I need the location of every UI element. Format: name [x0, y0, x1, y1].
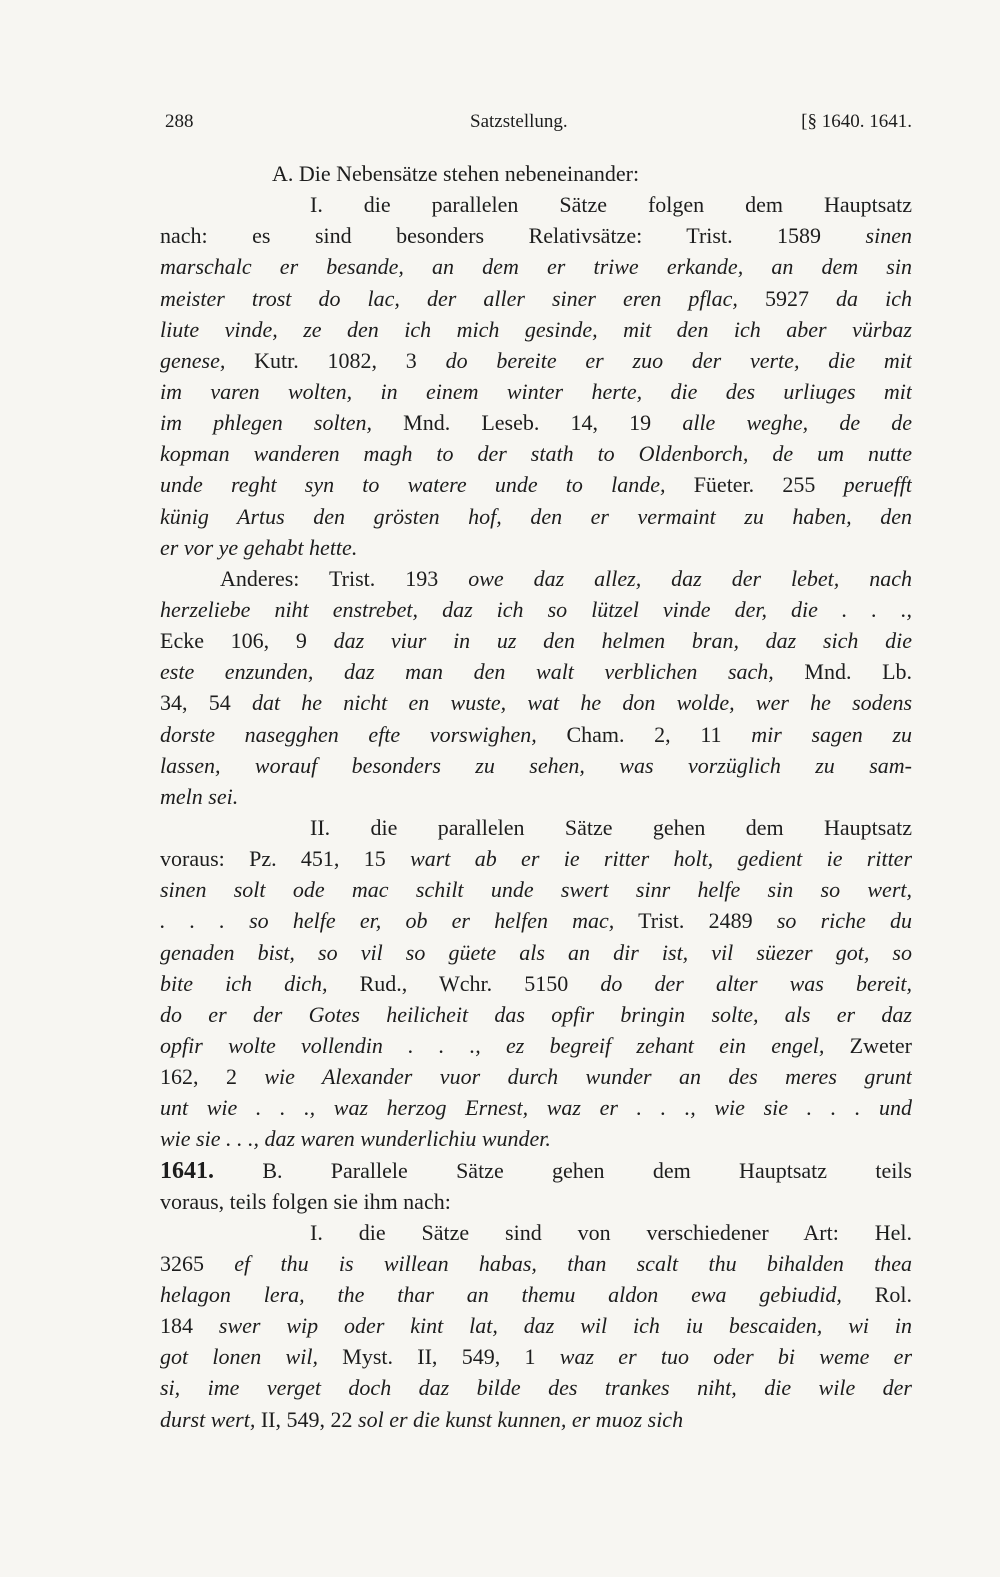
section-number: 1641. [160, 1157, 214, 1184]
quotation-text: lassen, worauf besonders zu sehen, was vorzüglich zu sam- [160, 752, 912, 778]
reference-text: Trist. 2489 [614, 908, 777, 934]
text-line [160, 687, 912, 718]
running-header [165, 111, 920, 141]
text-line [160, 625, 912, 656]
reference-text [481, 1033, 506, 1058]
running-title: Satzstellung. [470, 111, 568, 132]
text-line [160, 314, 912, 345]
quotation-text: ez begreif zehant ein engel, [506, 1032, 825, 1058]
reference-text: Zweter [824, 1032, 912, 1058]
text-line [160, 532, 912, 563]
quotation-text: er vor ye gehabt hette. [160, 534, 358, 560]
quotation-text: owe daz allez, daz der lebet, nach [468, 565, 912, 591]
quotation-text: do der alter was bereit, [600, 970, 912, 996]
quotation-text: marschalc er besande, an dem er triwe erkande, an dem sin [160, 254, 912, 280]
text-line [160, 999, 912, 1030]
reference-text: voraus, teils folgen sie ihm nach: [160, 1188, 451, 1214]
text-line [160, 1155, 912, 1186]
text-line [160, 968, 912, 999]
text-line [160, 1186, 912, 1217]
text-line [160, 874, 912, 905]
reference-text: Anderes: Trist. 193 [220, 565, 469, 591]
quotation-text: unt wie . . ., waz herzog Ernest, waz er . . ., wie sie . . . und [160, 1095, 912, 1121]
quotation-text: swer wip oder kint lat, daz wil ich iu bescaiden, wi in [218, 1313, 912, 1339]
reference-text: I. die parallelen Sätze folgen dem Hauptsatz [310, 192, 912, 218]
reference-text: Füeter. 255 [665, 472, 844, 498]
text-line [160, 719, 912, 750]
text-line [160, 469, 912, 500]
quotation-text: im phlegen solten, [160, 410, 372, 436]
quotation-text: kopman wanderen magh to der stath to Oldenborch, de um nutte [160, 441, 912, 467]
text-line [160, 594, 912, 625]
reference-text: Mnd. Leseb. 14, 19 [372, 410, 683, 436]
reference-text: 5927 [737, 285, 837, 311]
quotation-text: da ich [836, 285, 912, 311]
quotation-text: künig Artus den grösten hof, den er vermaint zu haben, den [160, 503, 912, 529]
text-line [160, 1279, 912, 1310]
text-line [160, 1404, 912, 1435]
text-line [160, 937, 912, 968]
quotation-text: este enzunden, daz man den walt verblichen sach, [160, 659, 774, 685]
text-line [160, 1310, 912, 1341]
quotation-text: dorste nasegghen efte vorswighen, [160, 721, 537, 747]
text-line [160, 563, 912, 594]
reference-text: B. Parallele Sätze gehen dem Hauptsatz teils [214, 1157, 912, 1183]
quotation-text: waz er tuo oder bi weme er [559, 1344, 912, 1370]
text-line [160, 158, 912, 189]
text-line [160, 376, 912, 407]
quotation-text: alle weghe, de de [682, 410, 912, 436]
reference-text: II. die parallelen Sätze gehen dem Hauptsatz [310, 814, 912, 840]
quotation-text: liute vinde, ze den ich mich gesinde, mit den ich aber vürbaz [160, 316, 912, 342]
text-line [160, 407, 912, 438]
text-line [160, 1248, 912, 1279]
quotation-text: herzeliebe niht enstrebet, daz ich so lützel vinde der, die . . ., [160, 596, 912, 622]
quotation-text: do er der Gotes heilicheit das opfir bringin solte, als er daz [160, 1001, 912, 1027]
reference-text: II, 549, 22 [255, 1406, 359, 1432]
text-line [160, 189, 912, 220]
text-column [160, 158, 912, 1435]
quotation-text: si, ime verget doch daz bilde des trankes niht, die wile der [160, 1375, 912, 1401]
reference-text: nach: es sind besonders Relativsätze: Trist. 1589 [160, 223, 866, 249]
quotation-text: unde reght syn to watere unde to lande, [160, 472, 666, 498]
quotation-text: durst wert, [160, 1406, 256, 1432]
quotation-text: opfir wolte vollendin . . ., [160, 1032, 481, 1058]
text-line [160, 656, 912, 687]
text-line [160, 1030, 912, 1061]
text-line [160, 1372, 912, 1403]
quotation-text: got lonen wil, [160, 1344, 318, 1370]
text-line [160, 220, 912, 251]
text-line [160, 750, 912, 781]
quotation-text: meln sei. [160, 783, 239, 809]
quotation-text: do bereite er zuo der verte, die mit [445, 347, 912, 373]
text-line [160, 283, 912, 314]
quotation-text: sinen solt ode mac schilt unde swert sinr helfe sin so wert, [160, 877, 912, 903]
reference-text: Rud., Wchr. 5150 [327, 970, 601, 996]
text-line [160, 905, 912, 936]
reference-text: Kutr. 1082, 3 [225, 347, 446, 373]
quotation-text: wart ab er ie ritter holt, gedient ie ritter [410, 846, 912, 872]
quotation-text: dat he nicht en wuste, wat he don wolde, wer he sodens [251, 690, 912, 716]
reference-text: Mnd. Lb. [773, 659, 912, 685]
quotation-text: wie Alexander vuor durch wunder an des meres grunt [264, 1064, 912, 1090]
quotation-text: daz viur in uz den helmen bran, daz sich die [333, 628, 912, 654]
reference-text: 34, 54 [160, 690, 252, 716]
quotation-text: genese, [160, 347, 226, 373]
quotation-text: wie sie . . ., daz waren wunderlichiu wunder. [160, 1126, 551, 1152]
text-line [160, 812, 912, 843]
quotation-text: so riche du [776, 908, 912, 934]
reference-text: Myst. II, 549, 1 [317, 1344, 560, 1370]
quotation-text: . . . so helfe er, ob er helfen mac, [160, 908, 615, 934]
text-line [160, 1123, 912, 1154]
reference-text: voraus: Pz. 451, 15 [160, 846, 411, 872]
reference-text: 162, 2 [160, 1064, 265, 1090]
quotation-text: sol er die kunst kunnen, er muoz sich [358, 1406, 684, 1432]
reference-text: Ecke 106, 9 [160, 628, 334, 654]
page-number: 288 [165, 111, 194, 132]
text-line [160, 501, 912, 532]
reference-text: Cham. 2, 11 [536, 721, 752, 747]
text-line [160, 1092, 912, 1123]
text-line [160, 1217, 912, 1248]
quotation-text: mir sagen zu [751, 721, 912, 747]
text-line [160, 1061, 912, 1092]
quotation-text: ef thu is willean habas, than scalt thu bihalden thea [234, 1250, 912, 1276]
reference-text: I. die Sätze sind von verschiedener Art: Hel. [310, 1219, 912, 1245]
reference-text: 3265 [160, 1250, 235, 1276]
section-reference: [§ 1640. 1641. [801, 111, 912, 132]
text-line [160, 781, 912, 812]
text-line [160, 251, 912, 282]
quotation-text: meister trost do lac, der aller siner eren pflac, [160, 285, 738, 311]
quotation-text: im varen wolten, in einem winter herte, die des urliuges mit [160, 378, 912, 404]
quotation-text: bite ich dich, [160, 970, 328, 996]
quotation-text: helagon lera, the thar an themu aldon ewa gebiudid, [160, 1282, 842, 1308]
quotation-text: peruefft [843, 472, 912, 498]
quotation-text: genaden bist, so vil so güete als an dir ist, vil süezer got, so [160, 939, 912, 965]
reference-text: A. Die Nebensätze stehen nebeneinander: [272, 161, 640, 186]
reference-text: Rol. [841, 1282, 912, 1308]
text-line [160, 843, 912, 874]
text-line [160, 345, 912, 376]
text-line [160, 438, 912, 469]
text-line [160, 1341, 912, 1372]
quotation-text: sinen [865, 223, 912, 249]
reference-text: 184 [160, 1313, 219, 1339]
